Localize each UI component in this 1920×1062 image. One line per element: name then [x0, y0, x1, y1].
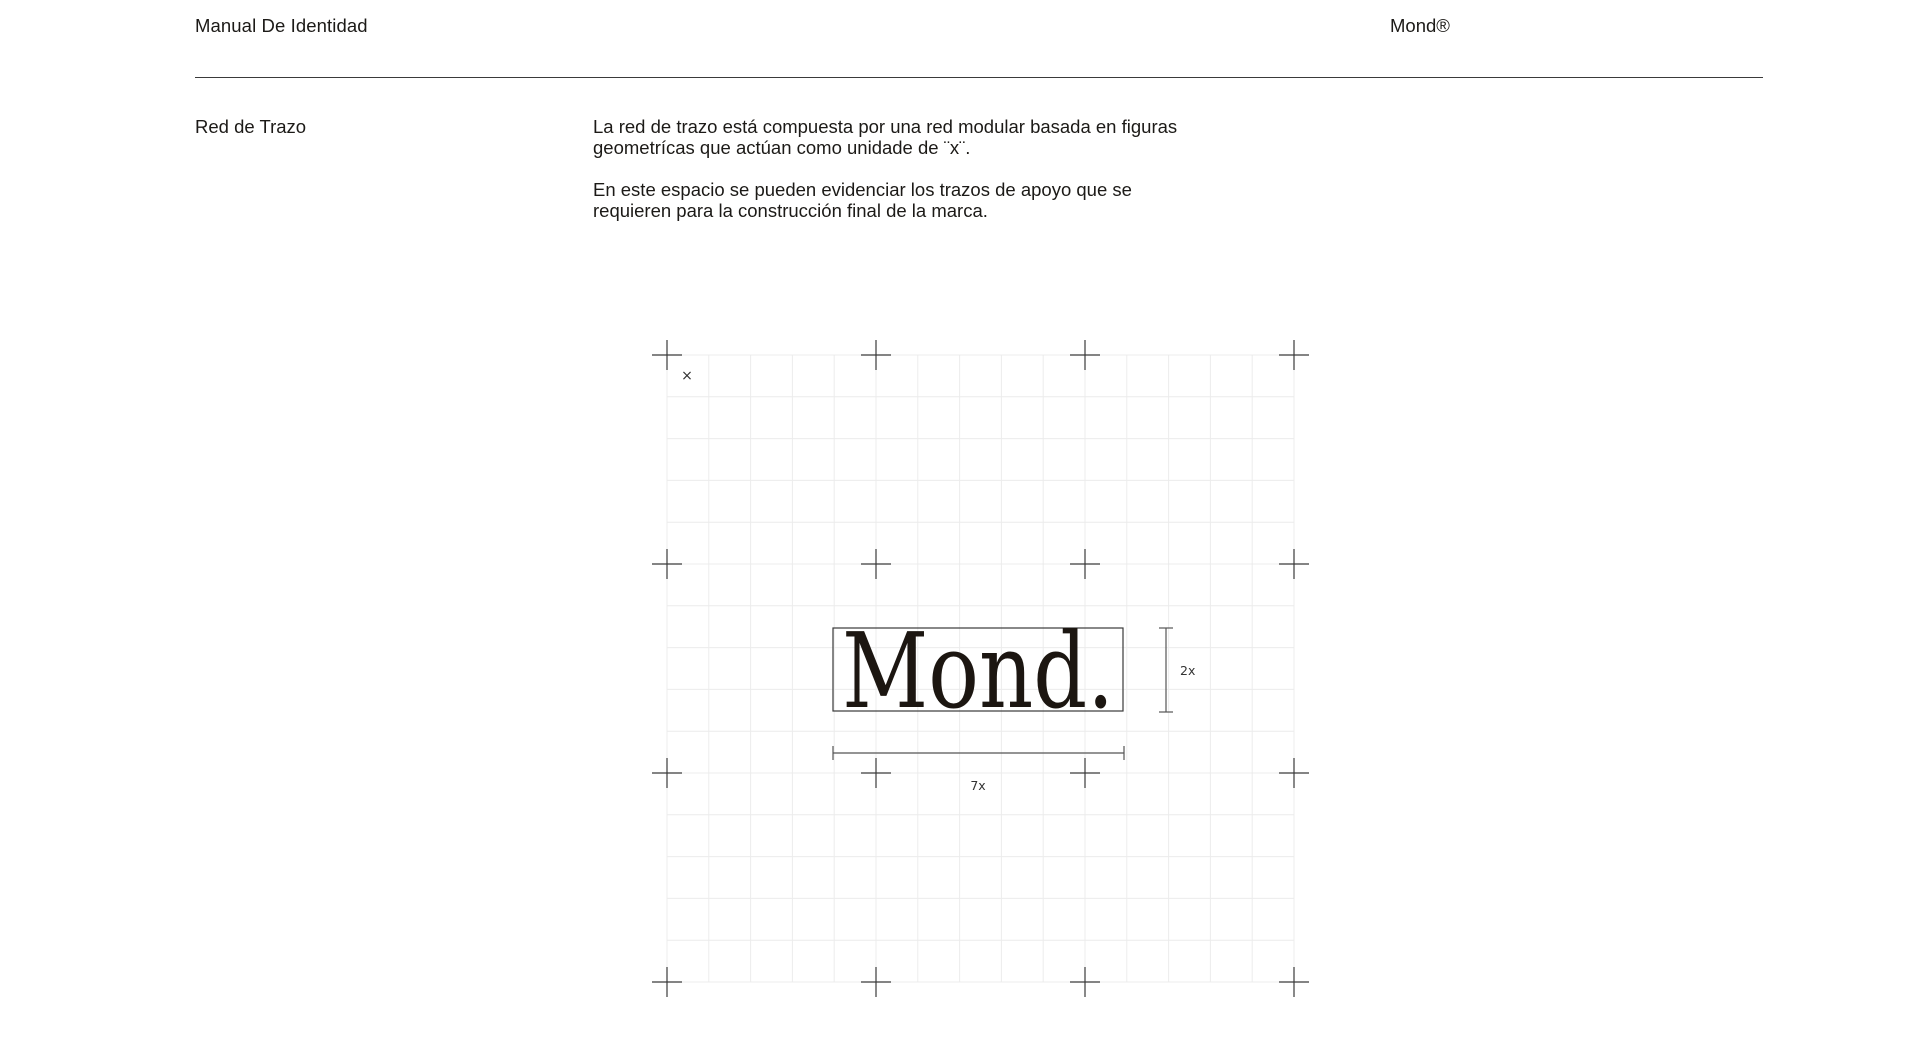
crosshair-mark [861, 340, 891, 370]
crosshair-mark [1279, 967, 1309, 997]
crosshair-mark [1279, 758, 1309, 788]
crosshair-mark [1279, 549, 1309, 579]
crosshair-mark [1070, 549, 1100, 579]
crosshair-mark [861, 758, 891, 788]
crosshair-mark [861, 549, 891, 579]
brand-name: Mond® [1390, 15, 1450, 36]
crosshair-mark [652, 967, 682, 997]
height-dimension-label: 2x [1180, 663, 1196, 678]
document-title: Manual De Identidad [195, 15, 368, 36]
crosshair-mark [1279, 340, 1309, 370]
crosshair-mark [1070, 967, 1100, 997]
section-title: Red de Trazo [195, 116, 307, 137]
crosshair-mark [652, 549, 682, 579]
section-paragraph-1: La red de trazo está compuesta por una red modular basada en figuras geometrícas que actúan como unidade de ¨x¨. [593, 116, 1178, 158]
height-dimension [1159, 628, 1173, 712]
width-dimension [833, 746, 1124, 760]
crosshair-mark [1070, 758, 1100, 788]
unit-x-label: × [681, 368, 693, 384]
mond-logo: Mond. [842, 610, 1114, 732]
section-paragraph-2: En este espacio se pueden evidenciar los trazos de apoyo que se requieren para la construcción final de la marca. [593, 179, 1132, 221]
crosshair-mark [652, 758, 682, 788]
crosshair-mark [861, 967, 891, 997]
width-dimension-label: 7x [970, 778, 986, 793]
crosshair-mark [1070, 340, 1100, 370]
crosshair-mark [652, 340, 682, 370]
